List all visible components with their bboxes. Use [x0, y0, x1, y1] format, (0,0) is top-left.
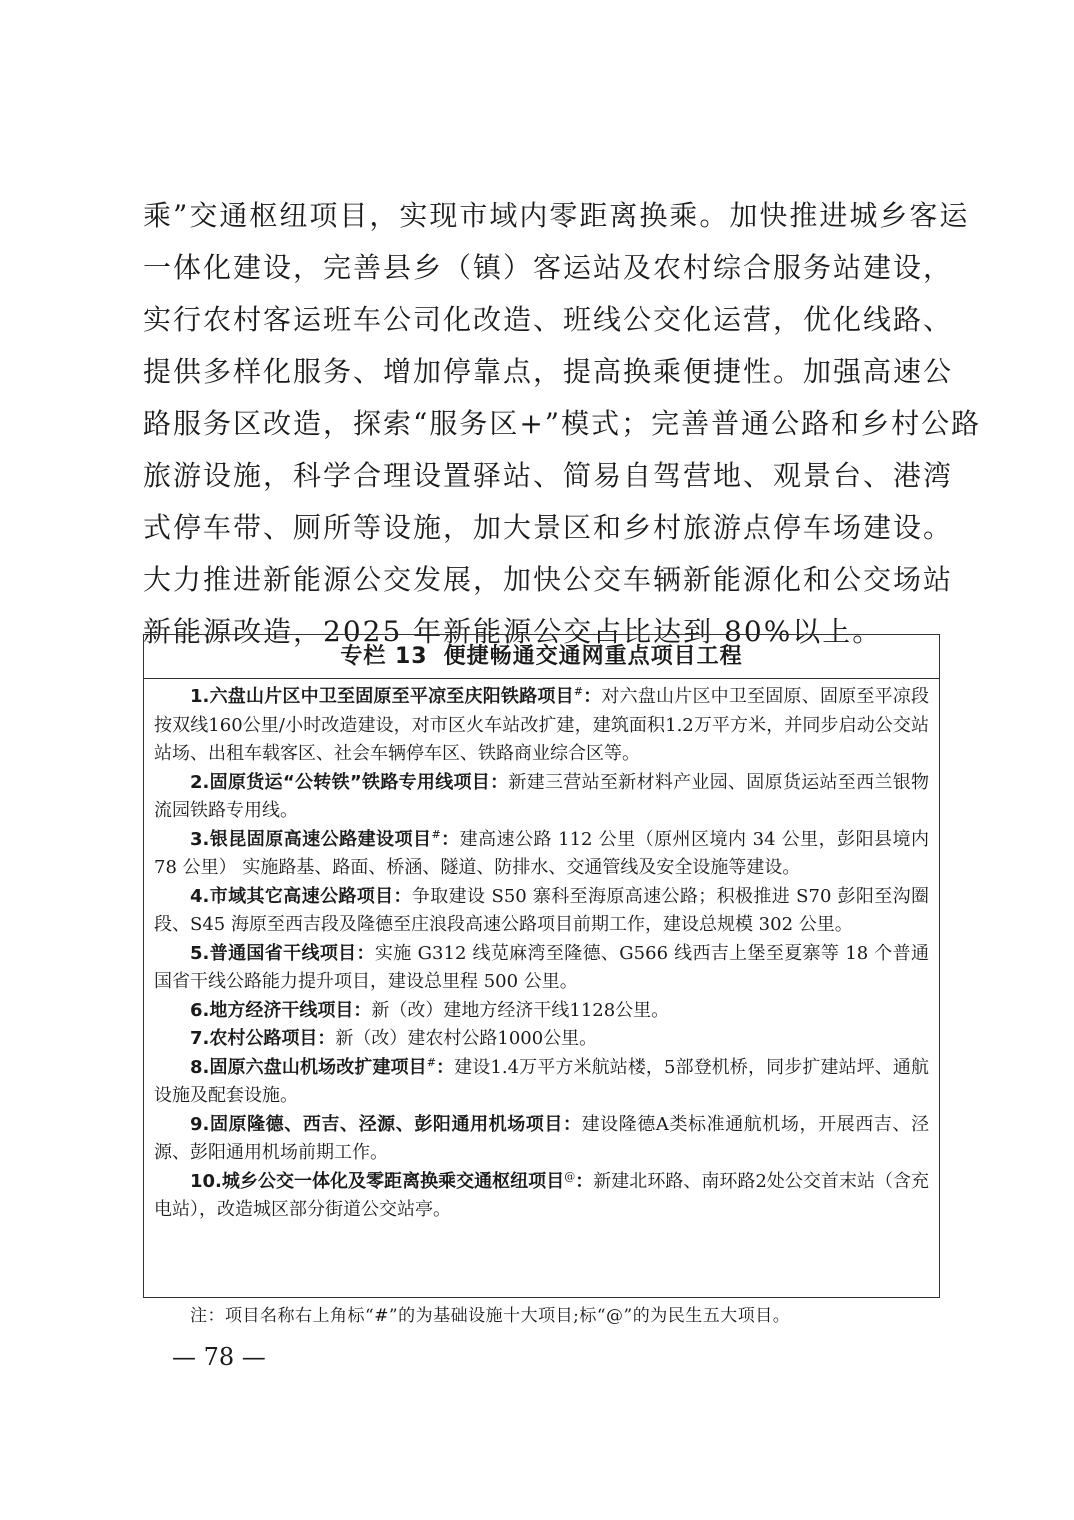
project-desc: 新建三营站至新材料产业园、固原货运站至西兰银物流园铁路专用线。	[154, 771, 930, 821]
project-colon: ：	[490, 771, 509, 793]
project-colon: ：	[440, 828, 460, 850]
project-item	[154, 1111, 929, 1168]
body-line: 提供多样化服务、增加停靠点，提高换乘便捷性。加强高速公	[143, 355, 954, 388]
project-desc: 新建北环路、南环路2处公交首末站（含充电站），改造城区部分街道公交站亭。	[154, 1170, 930, 1220]
column-label: 专栏 13	[340, 644, 428, 669]
body-line: 大力推进新能源公交发展，加快公交车辆新能源化和公交场站	[143, 563, 954, 596]
body-line: 路服务区改造，探索“服务区+”模式；完善普通公路和乡村公路	[143, 407, 982, 440]
project-desc: 实施 G312 线苋麻湾至隆德、G566 线西吉上堡至夏寨等 18 个普通国省干线公路能力提升项目，建设总里程 500 公里。	[154, 942, 930, 992]
project-item	[154, 1168, 929, 1225]
project-desc: 新（改）建农村公路1000公里。	[335, 1028, 598, 1049]
body-line: 乘”交通枢纽项目，实现市域内零距离换乘。加快推进城乡客运	[143, 199, 970, 232]
body-line: 新能源改造，2025 年新能源公交占比达到 80%以上。	[143, 615, 883, 648]
project-colon: ：	[436, 1056, 455, 1078]
project-item	[154, 997, 929, 1026]
project-item	[154, 826, 929, 883]
project-name: 3.银昆固原高速公路建设项目	[190, 828, 432, 850]
project-column-box	[143, 634, 940, 1298]
body-line: 一体化建设，完善县乡（镇）客运站及农村综合服务站建设，	[143, 251, 954, 284]
project-desc: 新（改）建地方经济干线1128公里。	[371, 999, 670, 1021]
project-name: 6.地方经济干线项目	[190, 999, 354, 1021]
project-colon: ：	[353, 999, 372, 1021]
body-paragraph	[143, 190, 982, 658]
project-desc: 对六盘山片区中卫至固原、固原至平凉段按双线160公里/小时改造建设，对市区火车站改扩建，建筑面积1.2万平方米，并同步启动公交站站场、出租车载客区、社会车辆停车区、铁路商业综合区等。	[154, 686, 929, 764]
project-item	[154, 1054, 929, 1111]
project-list	[144, 679, 939, 1225]
footnote: 注：项目名称右上角标“#”的为基础设施十大项目;标“@”的为民生五大项目。	[190, 1306, 791, 1326]
box-title: 便捷畅通交通网重点项目工程	[443, 644, 743, 669]
project-name: 9.固原隆德、西吉、泾源、彭阳通用机场项目	[190, 1113, 563, 1135]
page-number: — 78 —	[172, 1343, 266, 1371]
project-name: 7.农村公路项目	[190, 1028, 318, 1049]
project-desc: 建高速公路 112 公里（原州区境内 34 公里，彭阳县境内 78 公里） 实施路基、路面、桥涵、隧道、防排水、交通管线及安全设施等建设。	[154, 828, 929, 878]
project-mark: #	[431, 827, 441, 841]
project-name: 2.固原货运“公转铁”铁路专用线项目	[190, 771, 491, 793]
project-item	[154, 940, 929, 997]
project-desc: 建设隆德A类标准通航机场，开展西吉、泾源、彭阳通用机场前期工作。	[154, 1113, 930, 1163]
project-mark: #	[426, 1055, 436, 1069]
project-mark: #	[573, 685, 583, 698]
project-name: 5.普通国省干线项目	[190, 942, 357, 964]
project-name: 8.固原六盘山机场改扩建项目	[190, 1056, 427, 1078]
project-colon: ：	[575, 1170, 594, 1192]
project-item	[154, 769, 929, 826]
project-colon: ：	[317, 1028, 336, 1049]
project-desc: 建设1.4万平方米航站楼，5部登机桥，同步扩建站坪、通航设施及配套设施。	[154, 1056, 929, 1106]
body-line: 旅游设施，科学合理设置驿站、简易自驾营地、观景台、港湾	[143, 459, 954, 492]
project-desc: 争取建设 S50 寨科至海原高速公路；积极推进 S70 彭阳至沟圈段、S45 海原至西吉段及隆德至庄浪段高速公路项目前期工作，建设总规模 302 公里。	[154, 885, 930, 935]
box-header	[144, 635, 939, 679]
project-item	[154, 1025, 929, 1054]
project-name: 1.六盘山片区中卫至固原至平凉至庆阳铁路项目	[190, 686, 574, 707]
project-colon: ：	[562, 1113, 582, 1135]
project-colon: ：	[356, 942, 375, 964]
body-line: 式停车带、厕所等设施，加大景区和乡村旅游点停车场建设。	[143, 511, 954, 544]
project-colon: ：	[393, 885, 412, 907]
project-item	[154, 683, 929, 769]
project-colon: ：	[583, 686, 602, 707]
project-mark: @	[564, 1169, 576, 1183]
project-item	[154, 883, 929, 940]
body-line: 实行农村客运班车公司化改造、班线公交化运营，优化线路、	[143, 303, 954, 336]
project-name: 4.市域其它高速公路项目	[190, 885, 394, 907]
project-name: 10.城乡公交一体化及零距离换乘交通枢纽项目	[190, 1170, 565, 1192]
